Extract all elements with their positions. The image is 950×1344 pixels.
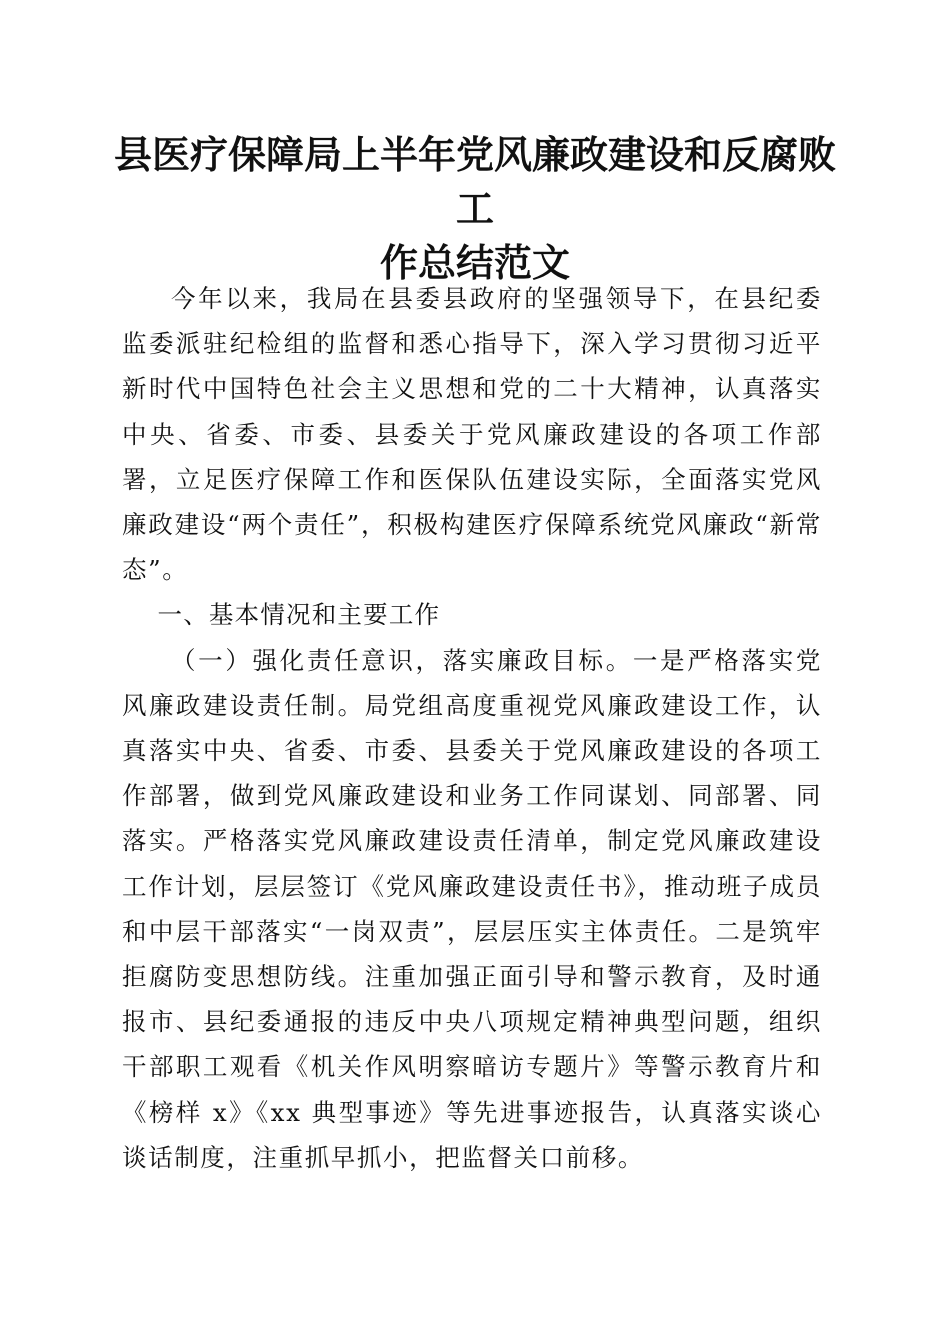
section-heading: 一、基本情况和主要工作	[157, 600, 441, 630]
intro-paragraph: 今年以来，我局在县委县政府的坚强领导下，在县纪委监委派驻纪检组的监督和悉心指导下，深入学习贯彻习近平新时代中国特色社会主义思想和党的二十大精神，认真落实中央、省委、市委、县委关于党风廉政建设的各项工作部署，立足医疗保障工作和医保队伍建设实际，全面落实党风廉政建设“两个责任”，积极构建医疗保障系统党风廉政“新常态”。	[122, 284, 822, 585]
section-paragraph: （一）强化责任意识，落实廉政目标。一是严格落实党风廉政建设责任制。局党组高度重视党风廉政建设工作，认真落实中央、省委、市委、县委关于党风廉政建设的各项工作部署，做到党风廉政建设和业务工作同谋划、同部署、同落实。严格落实党风廉政建设责任清单，制定党风廉政建设工作计划，层层签订《党风廉政建设责任书》，推动班子成员和中层干部落实“一岗双责”，层层压实主体责任。二是筑牢拒腐防变思想防线。注重加强正面引导和警示教育，及时通报市、县纪委通报的违反中央八项规定精神典型问题，组织干部职工观看《机关作风明察暗访专题片》等警示教育片和《榜样 x》《xx 典型事迹》等先进事迹报告，认真落实谈心谈话制度，注重抓早抓小，把监督关口前移。	[122, 645, 822, 1172]
document-body	[122, 276, 822, 1180]
title-line-2: 作总结范文	[379, 240, 570, 285]
document-title	[110, 128, 840, 290]
title-line-1: 县医疗保障局上半年党风廉政建设和反腐败工	[113, 132, 836, 231]
